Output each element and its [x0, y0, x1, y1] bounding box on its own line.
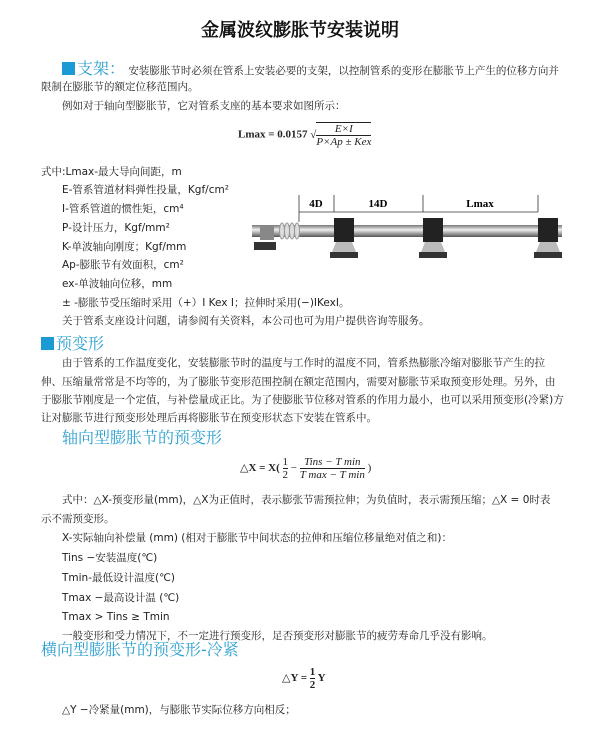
- paragraph-line: 让对膨胀节进行预变形处理后再将膨胀节在预变形状态下安装在管系中。: [41, 412, 377, 424]
- fixed-support: [260, 226, 274, 240]
- paragraph-line: 伸、压缩量常常是不均等的，为了膨胀节变形范围控制在额定范围内，需要对膨胀节采取预变形处理。另外，由: [41, 376, 556, 388]
- square-bullet-icon: [41, 337, 54, 350]
- paragraph-line: 例如对于轴向型膨胀节，它对管系支座的基本要求如图所示：: [62, 100, 346, 112]
- pipe-support-diagram: [250, 190, 570, 270]
- paragraph-line: X-实际轴向补偿量 (mm) (相对于膨胀节中间状态的拉伸和压缩位移量绝对值之和)：: [62, 532, 452, 544]
- page-title: 金属波纹膨胀节安装说明: [201, 20, 399, 41]
- dim-4d: 4D: [309, 198, 323, 210]
- definition-line: Tmax > Tins ≥ Tmin: [62, 611, 170, 623]
- support-intro: 支架： 安装膨胀节时必须在管系上安装必要的支架，以控制管系的变形在膨胀节上产生的位移方向并: [62, 59, 559, 79]
- definition-line: Tmin-最低设计温度(℃): [62, 572, 175, 584]
- definition-line: Tmax −最高设计温 (℃): [62, 592, 180, 604]
- definition-line: ± -膨胀节受压缩时采用（+）I Kex I；拉伸时采用(−)IKexI。: [62, 297, 350, 309]
- paragraph-line: 由于管系的工作温度变化，安装膨胀节时的温度与工作时的温度不同，管系热膨胀冷缩对膨胀节产生的拉: [62, 357, 545, 369]
- paragraph-line: 于膨胀节刚度是一个定值，与补偿量成正比。为了使膨胀节位移对管系的作用力最小，也可以采用预变形(冷紧)方: [41, 394, 564, 406]
- square-bullet-icon: [62, 62, 75, 75]
- delta-x-formula: △X = X( $\frac{1}{2}$ − $\frac{\text{Tins − T min}}{\text{T max − T min}}$ ): [240, 456, 372, 481]
- dim-14d: 14D: [368, 198, 388, 210]
- support-heading: 支架：: [62, 59, 125, 78]
- definition-line: K-单波轴向刚度；Kgf/mm: [62, 241, 187, 253]
- definition-line: Ap-膨胀节有效面积，cm²: [62, 259, 184, 271]
- definition-line: E-管系管道材料弹性投量，Kgf/cm²: [62, 184, 229, 196]
- definition-line: ex-单波轴向位移，mm: [62, 278, 173, 290]
- paragraph-line: 一般变形和受力情况下，不一定进行预变形，足否预变形对膨胀节的疲劳寿命几乎没有影响。: [62, 630, 493, 642]
- predeform-heading: 预变形: [41, 334, 104, 354]
- definition-line: 式中:Lmax-最大导向间距，m: [41, 166, 182, 178]
- definition-line: 关于管系支座设计问题，请参阅有关资料，本公司也可为用户提供咨询等服务。: [62, 315, 430, 327]
- guide-supports: [330, 218, 562, 258]
- definition-line: P-设计压力，Kgf/mm²: [62, 222, 170, 234]
- definition-line: I-管系管道的惯性矩，cm⁴: [62, 203, 184, 215]
- lateral-heading: 横向型膨胀节的预变形-冷紧: [41, 640, 239, 659]
- delta-y-formula: △Y = $\frac{1}{2}$ Y: [282, 666, 326, 691]
- lmax-formula: Lmax = 0.0157 √ $\frac{E\times I}{\text{P×Ap ± Kex}}$: [238, 123, 372, 148]
- definition-line: △Y −冷紧量(mm)，与膨胀节实际位移方向相反；: [62, 704, 296, 716]
- dim-lmax: Lmax: [466, 198, 494, 210]
- paragraph-line: 示不需预变形。: [41, 513, 115, 525]
- paragraph-line: 限制在膨胀节的额定位移范围内。: [41, 81, 199, 93]
- axial-heading: 轴向型膨胀节的预变形: [62, 428, 223, 447]
- definition-line: Tins −安装温度(℃): [62, 552, 158, 564]
- paragraph-line: 式中：△X-预变形量(mm)，△X为正值时，表示膨张节需预拉伸；为负值时，表示需预压缩；△X = 0时表: [62, 494, 551, 506]
